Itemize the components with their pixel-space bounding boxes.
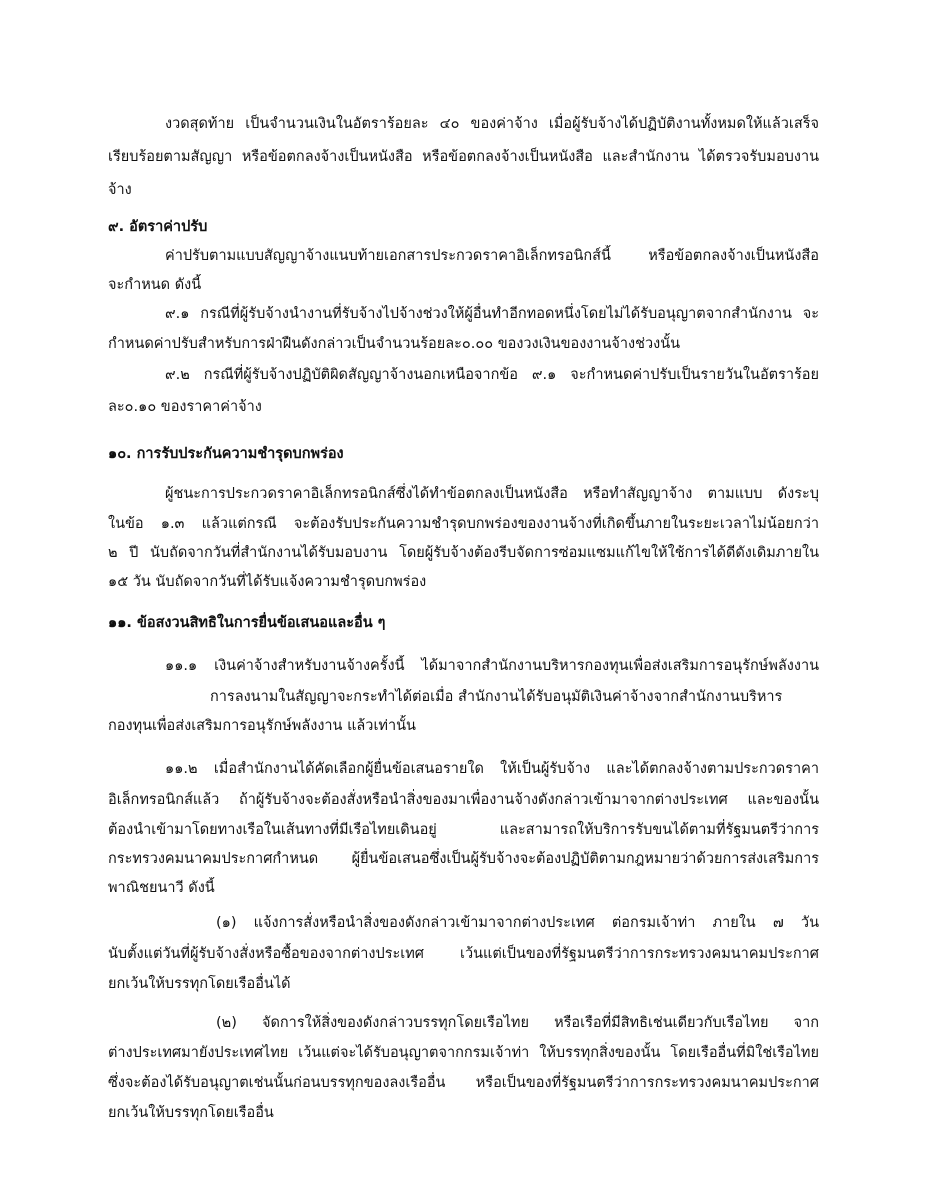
paragraph-line: ต้องนำเข้ามาโดยทางเรือในเส้นทางที่มีเรือไทยเดินอยู่ และสามารถให้บริการรับขนได้ตามที่รัฐมนตรีว่าการ (108, 822, 819, 838)
paragraph-line: กระทรวงคมนาคมประกาศกำหนด ผู้ยื่นข้อเสนอซึ่งเป็นผู้รับจ้างจะต้องปฏิบัติตามกฎหมายว่าด้วยการส่งเสริมการ (108, 851, 819, 867)
paragraph-line: (๑) แจ้งการสั่งหรือนำสิ่งของดังกล่าวเข้ามาจากต่างประเทศ ต่อกรมเจ้าท่า ภายใน ๗ วัน (216, 915, 819, 931)
paragraph-line: กำหนดค่าปรับสำหรับการฝ่าฝืนดังกล่าวเป็นจำนวนร้อยละ๐.๐๐ ของวงเงินของงานจ้างช่วงนั้น (108, 336, 681, 352)
paragraph-line: ผู้ชนะการประกวดราคาอิเล็กทรอนิกส์ซึ่งได้ทำข้อตกลงเป็นหนังสือ หรือทำสัญญาจ้าง ตามแบบ ดังระบุ (165, 486, 819, 502)
paragraph-line: ๙.๑ กรณีที่ผู้รับจ้างนำงานที่รับจ้างไปจ้างช่วงให้ผู้อื่นทำอีกทอดหนึ่งโดยไม่ได้รับอนุญาตจากสำนักงาน จะ (165, 306, 819, 322)
paragraph-line: นับตั้งแต่วันที่ผู้รับจ้างสั่งหรือซื้อของจากต่างประเทศ เว้นแต่เป็นของที่รัฐมนตรีว่าการกระทรวงคมนาคมประกาศ (108, 946, 819, 962)
paragraph-line: พาณิชยนาวี ดังนี้ (108, 880, 215, 896)
paragraph-line: ๑๑.๑ เงินค่าจ้างสำหรับงานจ้างครั้งนี้ ได้มาจากสำนักงานบริหารกองทุนเพื่อส่งเสริมการอนุรักษ์พลังงาน (165, 658, 819, 674)
paragraph-line: จะกำหนด ดังนี้ (108, 277, 202, 293)
paragraph-line: เรียบร้อยตามสัญญา หรือข้อตกลงจ้างเป็นหนังสือ หรือข้อตกลงจ้างเป็นหนังสือ และสำนักงาน ได้ตรวจรับมอบงาน (108, 149, 819, 165)
paragraph-line: ๒ ปี นับถัดจากวันที่สำนักงานได้รับมอบงาน โดยผู้รับจ้างต้องรีบจัดการซ่อมแซมแก้ไขให้ใช้การได้ดีดังเดิมภายใน (108, 545, 819, 561)
section-heading: ๑๑. ข้อสงวนสิทธิในการยื่นข้อเสนอและอื่น ๆ (108, 615, 386, 631)
paragraph-line: ยกเว้นให้บรรทุกโดยเรืออื่น (108, 1105, 274, 1121)
paragraph-line: การลงนามในสัญญาจะกระทำได้ต่อเมื่อ สำนักงานได้รับอนุมัติเงินค่าจ้างจากสำนักงานบริหาร (210, 689, 783, 705)
paragraph-line: อิเล็กทรอนิกส์แล้ว ถ้าผู้รับจ้างจะต้องสั่งหรือนำสิ่งของมาเพื่องานจ้างดังกล่าวเข้ามาจากต่างประเทศ และของนั้น (108, 792, 819, 808)
section-heading: ๙. อัตราค่าปรับ (108, 219, 208, 235)
paragraph-line: ๙.๒ กรณีที่ผู้รับจ้างปฏิบัติผิดสัญญาจ้างนอกเหนือจากข้อ ๙.๑ จะกำหนดค่าปรับเป็นรายวันในอัตราร้อย (165, 367, 819, 383)
paragraph-line: ๑๑.๒ เมื่อสำนักงานได้คัดเลือกผู้ยื่นข้อเสนอรายใด ให้เป็นผู้รับจ้าง และได้ตกลงจ้างตามประกวดราคา (165, 761, 819, 777)
paragraph-line: ต่างประเทศมายังประเทศไทย เว้นแต่จะได้รับอนุญาตจากกรมเจ้าท่า ให้บรรทุกสิ่งของนั้น โดยเรืออื่นที่มิใช่เรือไทย (108, 1045, 819, 1061)
paragraph-line: ๑๕ วัน นับถัดจากวันที่ได้รับแจ้งความชำรุดบกพร่อง (108, 574, 427, 590)
paragraph-line: กองทุนเพื่อส่งเสริมการอนุรักษ์พลังงาน แล้วเท่านั้น (108, 718, 416, 734)
paragraph-line: ละ๐.๑๐ ของราคาค่าจ้าง (108, 399, 262, 415)
paragraph-line: ยกเว้นให้บรรทุกโดยเรืออื่นได้ (108, 976, 291, 992)
paragraph-line: (๒) จัดการให้สิ่งของดังกล่าวบรรทุกโดยเรือไทย หรือเรือที่มีสิทธิเช่นเดียวกับเรือไทย จาก (216, 1015, 819, 1031)
paragraph-line: ในข้อ ๑.๓ แล้วแต่กรณี จะต้องรับประกันความชำรุดบกพร่องของงานจ้างที่เกิดขึ้นภายในระยะเวลาไม่น้อยกว่า (108, 516, 819, 532)
paragraph-line: จ้าง (108, 182, 132, 198)
paragraph-line: งวดสุดท้าย เป็นจำนวนเงินในอัตราร้อยละ ๔๐ ของค่าจ้าง เมื่อผู้รับจ้างได้ปฏิบัติงานทั้งหมดให้แล้วเสร็จ (165, 116, 819, 132)
paragraph-line: ค่าปรับตามแบบสัญญาจ้างแนบท้ายเอกสารประกวดราคาอิเล็กทรอนิกส์นี้ หรือข้อตกลงจ้างเป็นหนังสือ (165, 248, 819, 264)
paragraph-line: ซึ่งจะต้องได้รับอนุญาตเช่นนั้นก่อนบรรทุกของลงเรืออื่น หรือเป็นของที่รัฐมนตรีว่าการกระทรวงคมนาคมประกาศ (108, 1075, 819, 1091)
section-heading: ๑๐. การรับประกันความชำรุดบกพร่อง (108, 446, 344, 462)
